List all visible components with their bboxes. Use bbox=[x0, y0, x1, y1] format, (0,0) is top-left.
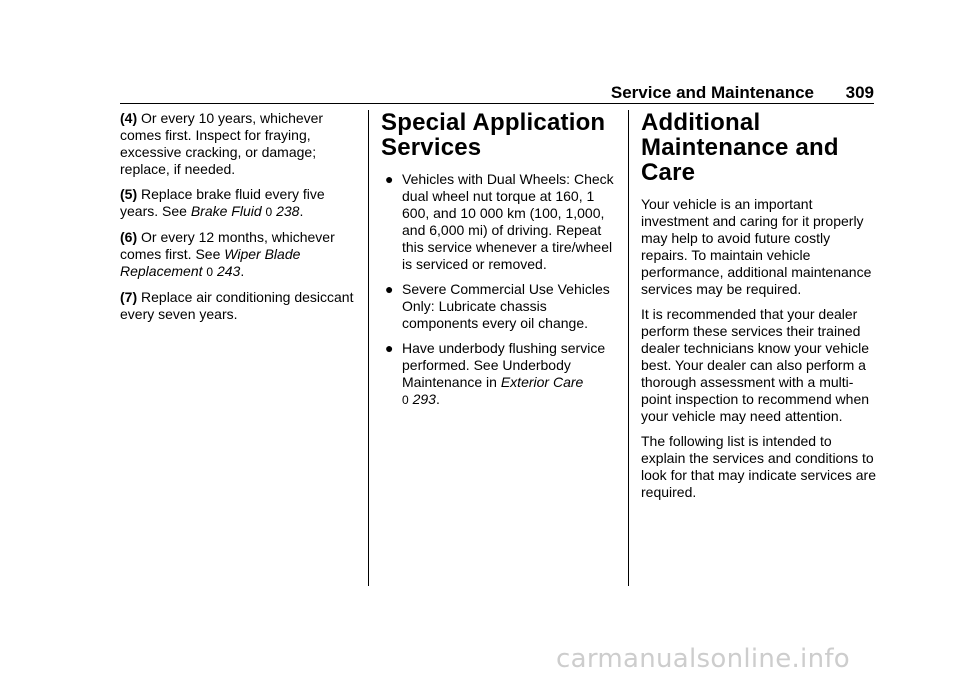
schedule-note-7 bbox=[120, 289, 356, 323]
bullet-icon: ● bbox=[385, 281, 394, 297]
note-text: Or every 12 months, whichever comes first. See bbox=[120, 229, 335, 262]
body-paragraph: It is recommended that your dealer perform these services their trained dealer technicians know your vehicle best. Your dealer can also perform a thorough assessment with a multi-point inspection to recommend when your vehicle may need attention. bbox=[641, 306, 870, 424]
note-text: Replace air conditioning desiccant every seven years. bbox=[120, 289, 354, 322]
bullet-list bbox=[381, 171, 616, 409]
list-item bbox=[381, 340, 616, 409]
body-paragraph: Your vehicle is an important investment and caring for it properly may help to avoid future costly repairs. To maintain vehicle performance, additional maintenance services may be required. bbox=[641, 196, 872, 297]
page-ref-arrow-icon: 0 bbox=[402, 393, 409, 407]
column-divider bbox=[368, 110, 369, 586]
page-number: 309 bbox=[845, 83, 874, 102]
bullet-icon: ● bbox=[385, 340, 394, 356]
page-ref-number[interactable]: 243 bbox=[213, 263, 241, 279]
note-label: (4) bbox=[120, 110, 138, 126]
watermark-text: carmanualsonline.info bbox=[556, 644, 851, 674]
schedule-note-5 bbox=[120, 186, 356, 221]
note-label: (6) bbox=[120, 229, 138, 245]
cross-reference-link[interactable]: Wiper Blade Replacement bbox=[120, 246, 301, 279]
list-item bbox=[381, 281, 616, 332]
note-text: Replace brake fluid every five years. See bbox=[120, 186, 325, 219]
page-ref-arrow-icon: 0 bbox=[265, 205, 273, 219]
page-ref-number[interactable]: 238 bbox=[272, 203, 300, 219]
note-tail: . bbox=[299, 203, 304, 219]
page-ref-number[interactable]: 293 bbox=[408, 391, 436, 407]
list-item-tail: . bbox=[435, 391, 440, 407]
note-label: (5) bbox=[120, 186, 138, 202]
list-item-text: Severe Commercial Use Vehicles Only: Lubricate chassis components every oil change. bbox=[402, 281, 610, 331]
middle-column bbox=[381, 110, 616, 417]
note-tail: . bbox=[240, 263, 245, 279]
list-item bbox=[381, 171, 616, 273]
right-column bbox=[641, 110, 877, 509]
cross-reference-link[interactable]: Brake Fluid bbox=[190, 203, 262, 219]
list-item-text: Have underbody flushing service performed. See Underbody Maintenance in bbox=[402, 340, 606, 390]
column-divider bbox=[628, 110, 629, 586]
page-ref-arrow-icon: 0 bbox=[206, 265, 214, 279]
left-column bbox=[120, 110, 356, 331]
schedule-note-4 bbox=[120, 110, 356, 178]
bullet-icon: ● bbox=[385, 171, 394, 187]
body-paragraph: The following list is intended to explain the services and conditions to look for that may indicate services are required. bbox=[641, 433, 876, 500]
note-label: (7) bbox=[120, 289, 138, 305]
note-text: Or every 10 years, whichever comes first. Inspect for fraying, excessive cracking, or damage; replace, if needed. bbox=[120, 110, 324, 177]
cross-reference-link[interactable]: Exterior Care bbox=[500, 374, 584, 390]
page-header bbox=[120, 82, 874, 104]
section-title: Service and Maintenance bbox=[610, 83, 814, 102]
schedule-note-6 bbox=[120, 229, 356, 281]
header-rule bbox=[120, 103, 874, 104]
section-heading: Special Application Services bbox=[381, 109, 606, 161]
list-item-text: Vehicles with Dual Wheels: Check dual wheel nut torque at 160, 1 600, and 10 000 km (100, 1,000, and 6,000 mi) of driving. Repeat this service whenever a tire/wheel is serviced or removed. bbox=[402, 171, 614, 272]
section-heading: Additional Maintenance and Care bbox=[641, 109, 839, 186]
